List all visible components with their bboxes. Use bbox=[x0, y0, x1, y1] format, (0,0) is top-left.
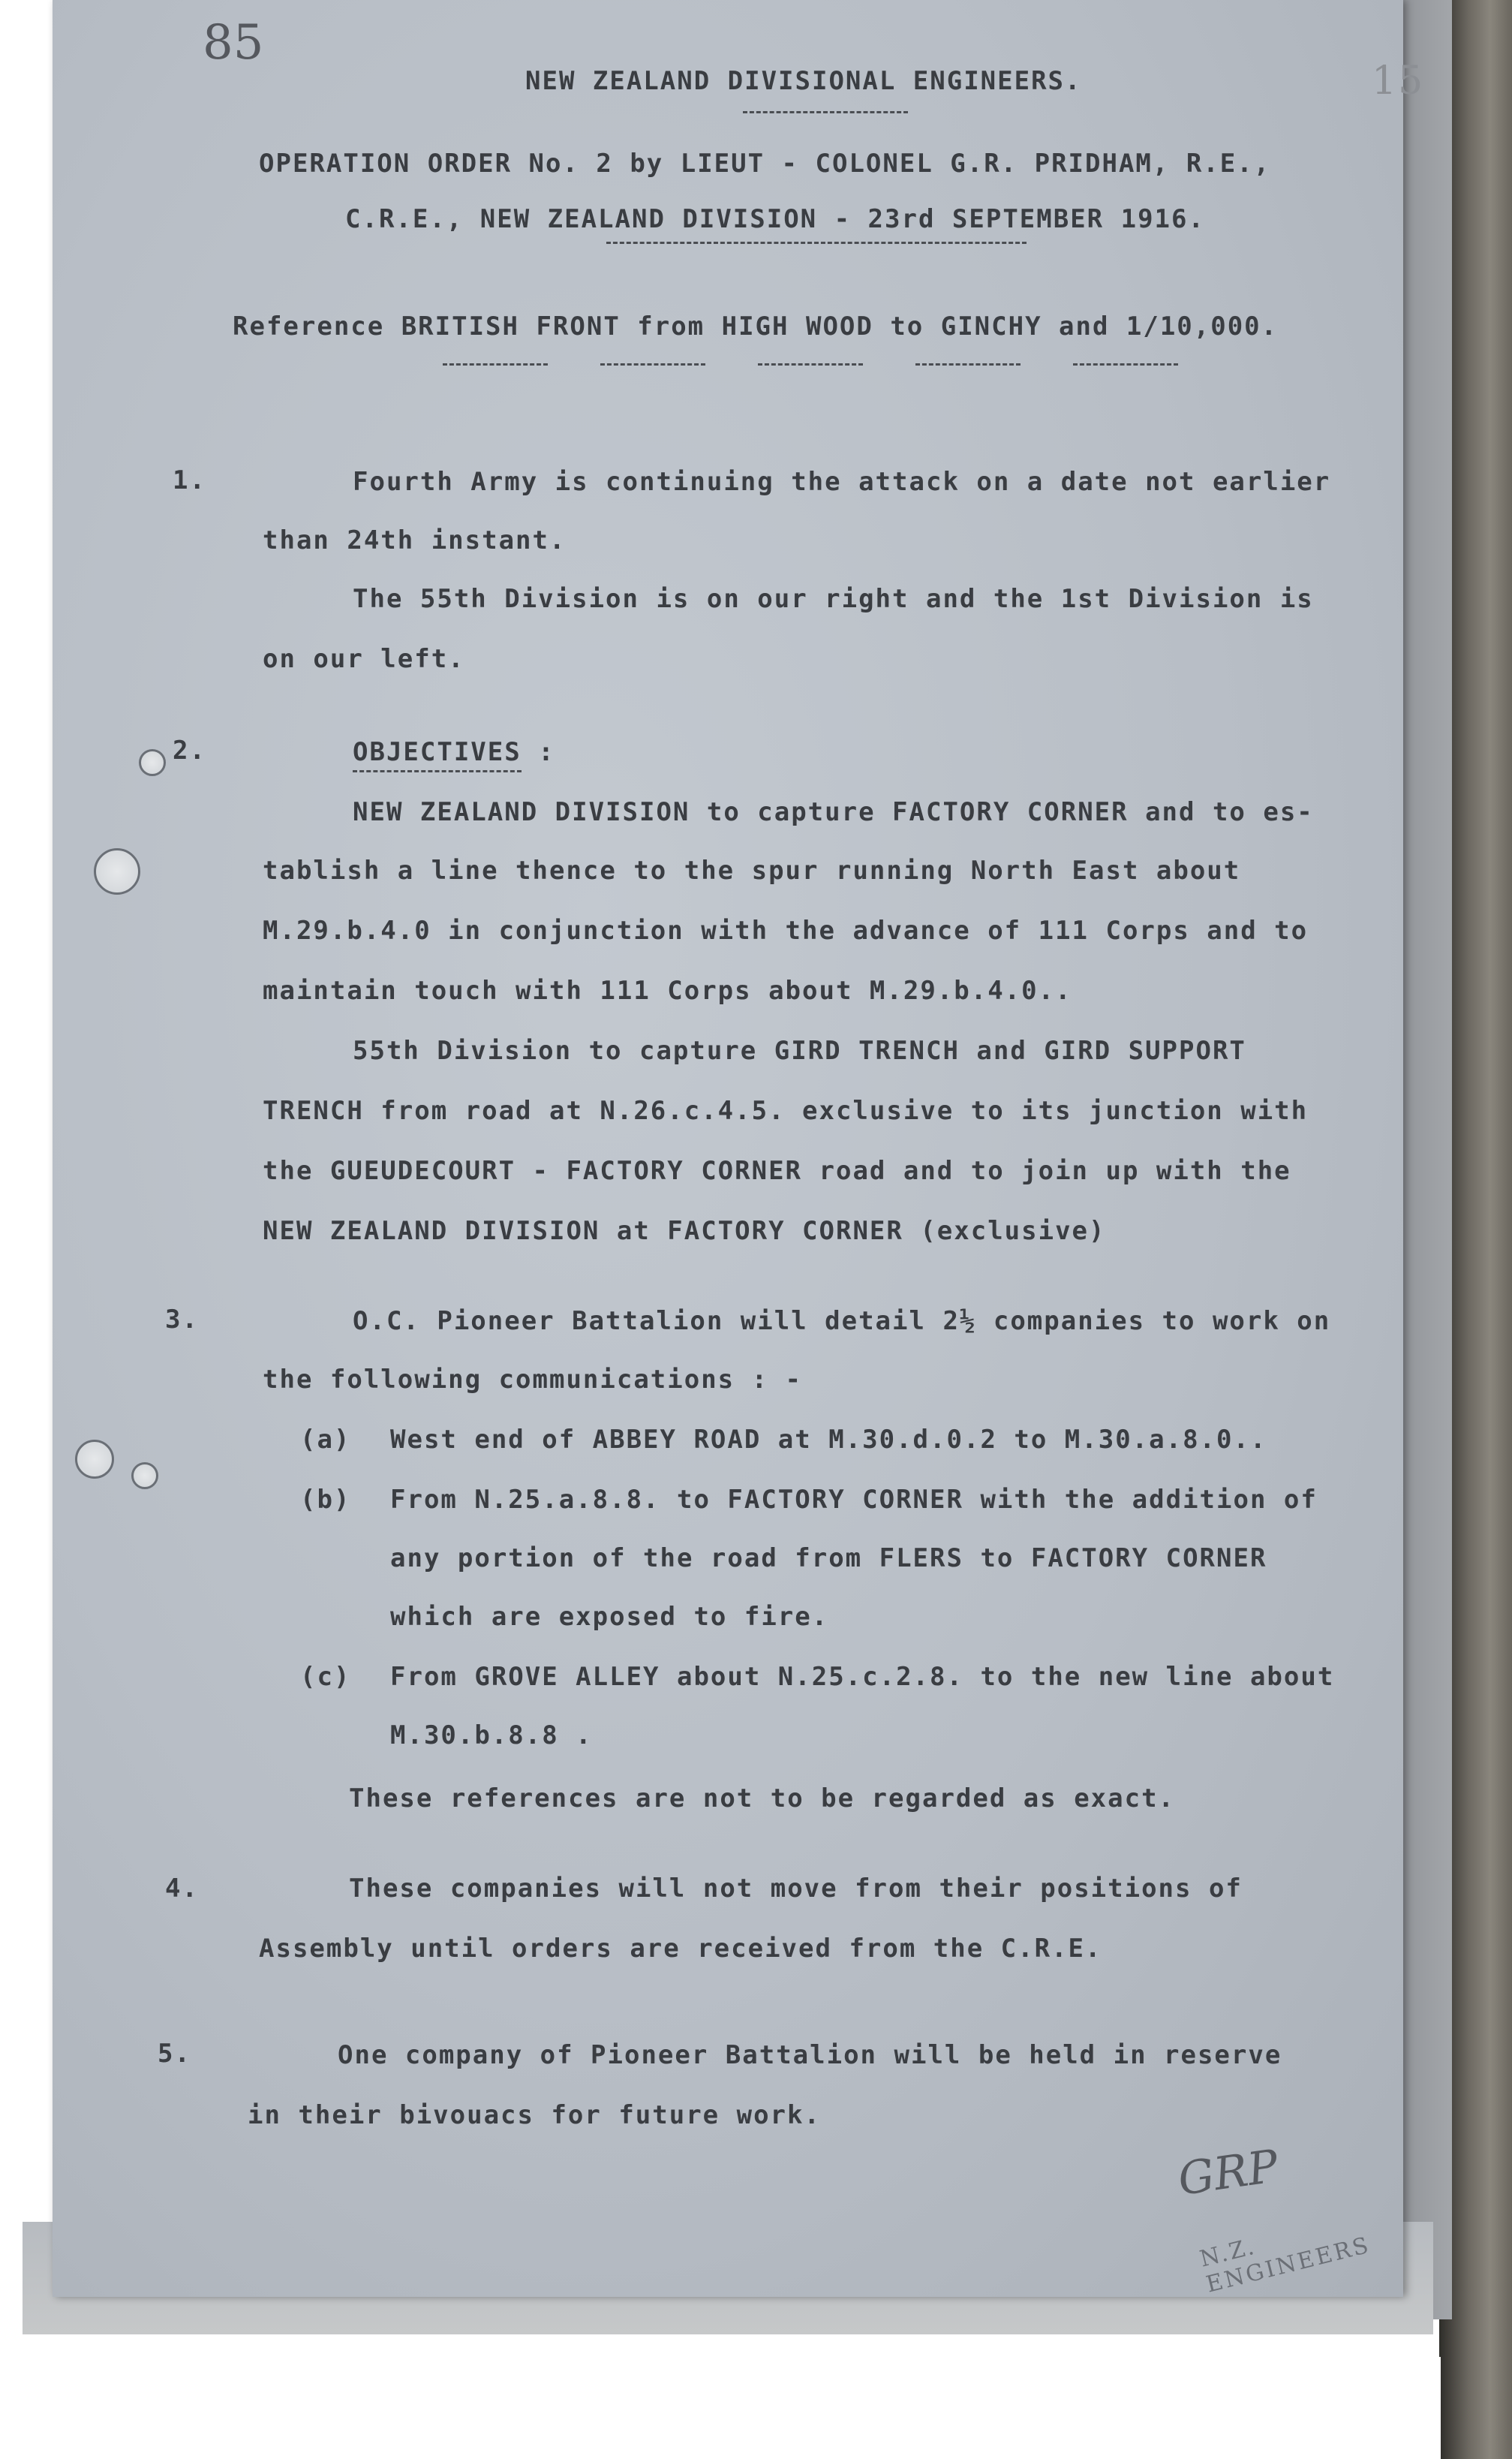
para-3-number: 3. bbox=[165, 1305, 199, 1335]
para-2-line: the GUEUDECOURT - FACTORY CORNER road and to join up with the bbox=[263, 1156, 1291, 1186]
para-2-heading-wrap bbox=[353, 737, 555, 767]
para-4-line: Assembly until orders are received from the C.R.E. bbox=[259, 1934, 1102, 1964]
punch-hole bbox=[94, 848, 140, 895]
para-3-line: O.C. Pioneer Battalion will detail 2½ companies to work on bbox=[353, 1306, 1331, 1336]
reference-line: Reference BRITISH FRONT from HIGH WOOD to GINCHY and 1/10,000. bbox=[233, 312, 1279, 342]
item-c-line: M.30.b.8.8 . bbox=[390, 1720, 593, 1750]
title-underline bbox=[743, 111, 908, 113]
item-a-line: West end of ABBEY ROAD at M.30.d.0.2 to M.30.a.8.0.. bbox=[390, 1425, 1267, 1455]
ref-underline-4 bbox=[915, 363, 1021, 366]
page-number-right: 15 bbox=[1372, 59, 1425, 104]
para-5-line: in their bivouacs for future work. bbox=[248, 2100, 821, 2130]
para-3-closing: These references are not to be regarded as exact. bbox=[349, 1783, 1176, 1813]
para-2-line: NEW ZEALAND DIVISION at FACTORY CORNER (exclusive) bbox=[263, 1216, 1106, 1246]
punch-hole bbox=[139, 749, 166, 776]
page-number-left: 85 bbox=[203, 15, 264, 71]
para-2-number: 2. bbox=[173, 736, 206, 766]
para-2-line: 55th Division to capture GIRD TRENCH and GIRD SUPPORT bbox=[353, 1036, 1246, 1066]
para-2-line: NEW ZEALAND DIVISION to capture FACTORY CORNER and to es- bbox=[353, 797, 1314, 827]
division-underline bbox=[606, 242, 1027, 244]
para-4-number: 4. bbox=[165, 1874, 199, 1904]
punch-hole bbox=[75, 1440, 114, 1479]
engineers-stamp: N.Z. ENGINEERS bbox=[1197, 2232, 1373, 2298]
para-2-line: M.29.b.4.0 in conjunction with the advance of 111 Corps and to bbox=[263, 916, 1309, 946]
document-title: NEW ZEALAND DIVISIONAL ENGINEERS. bbox=[525, 66, 1082, 96]
para-2-heading-suffix: : bbox=[538, 737, 555, 767]
para-1-line: The 55th Division is on our right and the 1st Division is bbox=[353, 584, 1314, 614]
para-1-number: 1. bbox=[173, 465, 206, 495]
item-b-line: From N.25.a.8.8. to FACTORY CORNER with the addition of bbox=[390, 1485, 1318, 1515]
para-2-line: maintain touch with 111 Corps about M.29.b.4.0.. bbox=[263, 976, 1072, 1006]
item-c-line: From GROVE ALLEY about N.25.c.2.8. to the new line about bbox=[390, 1662, 1335, 1692]
ref-underline-3 bbox=[758, 363, 863, 366]
item-b-line: any portion of the road from FLERS to FACTORY CORNER bbox=[390, 1543, 1267, 1573]
signature-initials: GRP bbox=[1174, 2140, 1282, 2206]
para-3-line: the following communications : - bbox=[263, 1365, 803, 1395]
document-page bbox=[53, 0, 1425, 2298]
para-1-line: Fourth Army is continuing the attack on a date not earlier bbox=[353, 467, 1331, 497]
ref-underline-1 bbox=[443, 363, 548, 366]
para-2-line: TRENCH from road at N.26.c.4.5. exclusive to its junction with bbox=[263, 1096, 1309, 1126]
ref-underline-2 bbox=[600, 363, 705, 366]
para-2-heading: OBJECTIVES bbox=[353, 737, 522, 772]
para-1-line: than 24th instant. bbox=[263, 525, 567, 555]
item-b-label: (b) bbox=[300, 1485, 351, 1515]
background bbox=[0, 2357, 1441, 2459]
para-4-line: These companies will not move from their positions of bbox=[349, 1874, 1243, 1904]
order-line-1: OPERATION ORDER No. 2 by LIEUT - COLONEL G.R. PRIDHAM, R.E., bbox=[259, 149, 1271, 179]
order-line-2: C.R.E., NEW ZEALAND DIVISION - 23rd SEPTEMBER 1916. bbox=[345, 204, 1205, 234]
item-c-label: (c) bbox=[300, 1662, 351, 1692]
item-b-line: which are exposed to fire. bbox=[390, 1602, 829, 1632]
punch-hole bbox=[131, 1462, 158, 1489]
para-5-number: 5. bbox=[158, 2039, 191, 2069]
ref-underline-5 bbox=[1073, 363, 1178, 366]
item-a-label: (a) bbox=[300, 1425, 351, 1455]
para-1-line: on our left. bbox=[263, 644, 465, 674]
para-2-line: tablish a line thence to the spur running North East about bbox=[263, 856, 1241, 886]
para-5-line: One company of Pioneer Battalion will be held in reserve bbox=[338, 2040, 1282, 2070]
